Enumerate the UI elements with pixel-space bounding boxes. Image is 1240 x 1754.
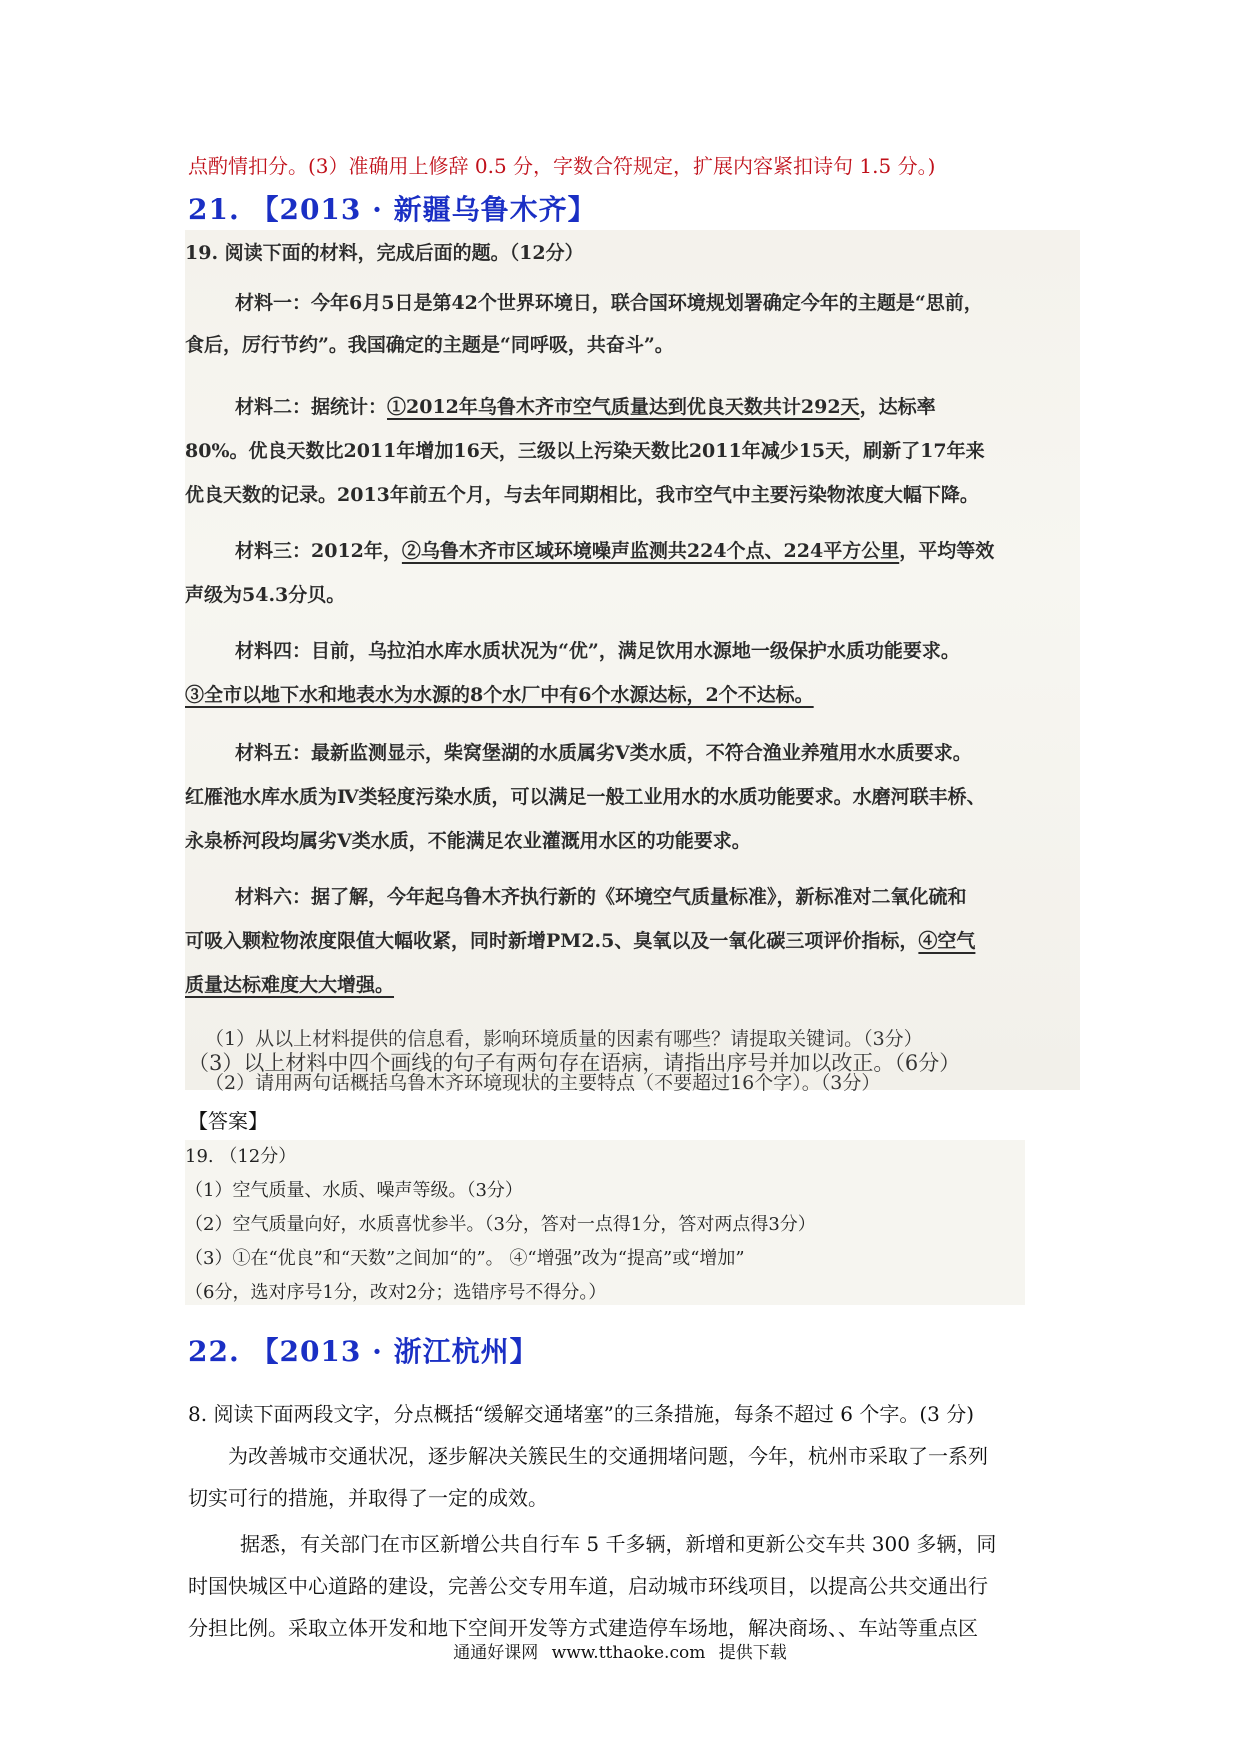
material-3-prefix: 材料三：2012年， <box>235 540 402 562</box>
sub-question-3: （3）以上材料中四个画线的句子有两句存在语病，请指出序号并加以改正。（6分） <box>188 1051 961 1075</box>
sub-question-2: （2）请用两句话概括乌鲁木齐环境现状的主要特点（不要超过16个字）。（3分） <box>205 1072 881 1094</box>
material-2-suffix: ，达标率 <box>859 396 936 418</box>
answer-line-3: （3）①在“优良”和“天数”之间加“的”。 ④“增强”改为“提高”或“增加” <box>185 1248 745 1269</box>
footer-tail: 提供下载 <box>718 1643 787 1663</box>
material-2-line-1 <box>235 392 936 419</box>
section-22-title: 22. 【2013 · 浙江杭州】 <box>188 1335 539 1368</box>
q8-para1-line2: 切实可行的措施，并取得了一定的成效。 <box>188 1486 548 1510</box>
scoring-note: 点酌情扣分。(3）准确用上修辞 0.5 分，字数合符规定，扩展内容紧扣诗句 1.5 分。) <box>188 154 936 178</box>
material-4-line-1: 材料四：目前，乌拉泊水库水质状况为“优”，满足饮用水源地一级保护水质功能要求。 <box>235 640 960 662</box>
q8-para2-line2: 时国快城区中心道路的建设，完善公交专用车道，启动城市环线项目，以提高公共交通出行 <box>188 1574 988 1598</box>
material-6-line-1: 材料六：据了解，今年起乌鲁木齐执行新的《环境空气质量标准》，新标准对二氧化硫和 <box>235 886 967 908</box>
material-3-suffix: ，平均等效 <box>899 540 995 562</box>
answer-line-2: （2）空气质量向好，水质喜忧参半。（3分，答对一点得1分，答对两点得3分） <box>185 1214 816 1235</box>
material-2-line-2: 80%。优良天数比2011年增加16天，三级以上污染天数比2011年减少15天，刷新了17年来 <box>185 440 985 462</box>
material-5-line-2: 红雁池水库水质为Ⅳ类轻度污染水质，可以满足一般工业用水的水质功能要求。水磨河联丰桥、 <box>185 786 986 808</box>
underlined-sentence-4-start: ④空气 <box>918 930 976 952</box>
answer-line-1: （1）空气质量、水质、噪声等级。（3分） <box>185 1180 523 1201</box>
q8-para1-line1: 为改善城市交通状况，逐步解决关簇民生的交通拥堵问题，今年，杭州市采取了一系列 <box>228 1444 988 1468</box>
underlined-sentence-3: ③全市以地下水和地表水为水源的8个水厂中有6个水源达标，2个不达标。 <box>185 684 814 706</box>
material-6-text: 可吸入颗粒物浓度限值大幅收紧，同时新增PM2.5、臭氧以及一氧化碳三项评价指标， <box>185 930 919 952</box>
underlined-sentence-1: ①2012年乌鲁木齐市空气质量达到优良天数共计292天 <box>387 396 860 418</box>
answer-scan <box>185 1140 1025 1305</box>
footer-site: 通通好课网 <box>453 1643 539 1663</box>
material-1-line-1: 材料一：今年6月5日是第42个世界环境日，联合国环境规划署确定今年的主题是“思前， <box>235 292 983 314</box>
answer-label: 【答案】 <box>188 1109 268 1133</box>
material-3-line-2: 声级为54.3分贝。 <box>185 584 346 606</box>
sub-question-1: （1）从以上材料提供的信息看，影响环境质量的因素有哪些？请提取关键词。（3分） <box>205 1028 923 1050</box>
material-2-line-3: 优良天数的记录。2013年前五个月，与去年同期相比，我市空气中主要污染物浓度大幅下降。 <box>185 484 979 506</box>
material-6-line-2 <box>185 926 975 953</box>
material-2-prefix: 材料二：据统计： <box>235 396 388 418</box>
material-1-line-2: 食后，厉行节约”。我国确定的主题是“同呼吸，共奋斗”。 <box>185 334 674 356</box>
material-5-line-1: 材料五：最新监测显示，柴窝堡湖的水质属劣V类水质，不符合渔业养殖用水水质要求。 <box>235 742 972 764</box>
underlined-sentence-2: ②乌鲁木齐市区域环境噪声监测共224个点、224平方公里 <box>401 540 900 562</box>
page-footer <box>0 1638 1240 1663</box>
question-stem: 19. 阅读下面的材料，完成后面的题。（12分） <box>185 242 584 264</box>
answer-line-0: 19. （12分） <box>185 1146 297 1167</box>
material-5-line-3: 永泉桥河段均属劣V类水质，不能满足农业灌溉用水区的功能要求。 <box>185 830 751 852</box>
underlined-sentence-4-end: 质量达标难度大大增强。 <box>185 974 395 996</box>
footer-url[interactable]: www.tthaoke.com <box>551 1643 706 1663</box>
material-3-line-1 <box>235 536 994 563</box>
q8-para2-line1: 据悉，有关部门在市区新增公共自行车 5 千多辆，新增和更新公交车共 300 多辆，同 <box>240 1532 997 1556</box>
section-21-title: 21. 【2013 · 新疆乌鲁木齐】 <box>188 193 597 226</box>
answer-line-4: （6分，选对序号1分，改对2分；选错序号不得分。） <box>185 1282 607 1303</box>
q8-para2-line3: 分担比例。采取立体开发和地下空间开发等方式建造停车场地，解决商场、、车站等重点区 <box>188 1616 978 1640</box>
q8-stem: 8. 阅读下面两段文字，分点概括“缓解交通堵塞”的三条措施，每条不超过 6 个字。(3 分) <box>188 1402 975 1426</box>
scanned-question-image <box>185 230 1080 1094</box>
